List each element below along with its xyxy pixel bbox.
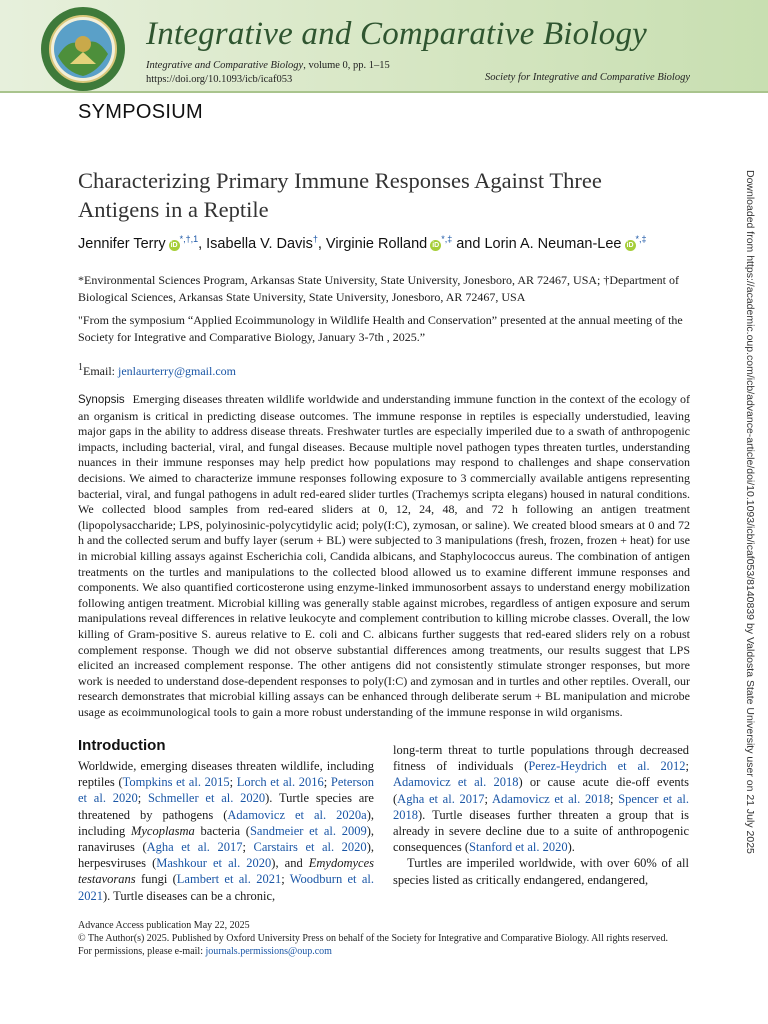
email-link[interactable]: jenlaurterry@gmail.com — [118, 364, 237, 378]
author-marks: *,†,1 — [179, 234, 199, 244]
download-watermark: Downloaded from https://academic.oup.com/icb/advance-article/doi/10.1093/icb/icaf053/8140839 by Valdosta State University user on 21 July 2025 — [744, 170, 756, 854]
body-text: ; — [281, 872, 290, 887]
section-heading-introduction: Introduction — [78, 737, 166, 754]
page-footer — [78, 919, 668, 958]
italic-term: Mycoplasma — [130, 823, 195, 838]
article-title: Characterizing Primary Immune Responses Against Three Antigens in a Reptile — [78, 168, 602, 222]
synopsis-label: Synopsis — [78, 394, 125, 406]
section-label: SYMPOSIUM — [78, 101, 203, 123]
author-name[interactable]: Lorin A. Neuman-Lee — [484, 235, 622, 252]
citation-link[interactable]: Agha et al. 2017 — [397, 791, 485, 806]
copyright: © The Author(s) 2025. Published by Oxford University Press on behalf of the Society for Integrative and Comparative Biology. All rights reserved. — [78, 933, 668, 944]
citation-link[interactable]: Adamovicz et al. 2018 — [393, 775, 519, 790]
citation-link[interactable]: Perez-Heydrich et al. 2012 — [528, 759, 686, 774]
author-separator: , — [317, 235, 326, 252]
society-seal-icon — [40, 6, 126, 92]
body-text: ), herpesviruses ( — [78, 840, 374, 871]
symposium-note: "From the symposium “Applied Ecoimmunology in Wildlife Health and Conservation” presented at the annual meeting of the Society for Integrative and Comparative Biology, January 3-7th , 2025.” — [78, 313, 683, 344]
permissions-label: For permissions, please e-mail: — [78, 946, 206, 957]
doi-link[interactable]: https://doi.org/10.1093/icb/icaf053 — [146, 74, 293, 85]
citation-link[interactable]: Stanford et al. 2020 — [469, 840, 568, 855]
author-name[interactable]: Isabella V. Davis — [206, 235, 313, 252]
author-marks: † — [312, 234, 318, 244]
citation-link[interactable]: Sandmeier et al. 2009 — [249, 823, 367, 838]
citation-link[interactable]: Adamovicz et al. 2020a — [227, 807, 367, 822]
body-text: ; — [323, 775, 331, 790]
body-text: ; — [609, 791, 619, 806]
journal-meta — [146, 59, 390, 87]
orcid-icon[interactable]: iD — [626, 241, 634, 249]
journal-name: Integrative and Comparative Biology — [146, 60, 304, 71]
body-text: ; — [229, 775, 237, 790]
intro-paragraph — [393, 742, 689, 855]
permissions-email-link[interactable]: journals.permissions@oup.com — [205, 946, 332, 957]
citation-link[interactable]: Agha et al. 2017 — [146, 840, 243, 855]
citation-link[interactable]: Lorch et al. 2016 — [236, 775, 324, 790]
intro-column-2 — [393, 742, 689, 888]
body-text: ; — [484, 791, 493, 806]
body-text: ; — [685, 759, 689, 774]
citation-link[interactable]: Mashkour et al. 2020 — [156, 856, 272, 871]
citation-link[interactable]: Tompkins et al. 2015 — [122, 775, 230, 790]
affiliations: *Environmental Sciences Program, Arkansas State University, State University, Jonesboro, AR 72467, USA; †Department of Biological Sciences, Arkansas State University, State University, Jonesboro, AR 72467, USA — [78, 273, 680, 304]
advance-access: Advance Access publication May 22, 2025 — [78, 920, 250, 931]
permissions — [78, 945, 668, 958]
society-name: Society for Integrative and Comparative Biology — [485, 72, 690, 83]
citation-link[interactable]: Adamovicz et al. 2018 — [492, 791, 610, 806]
body-text: ), including — [78, 807, 374, 838]
orcid-icon[interactable]: iD — [432, 241, 440, 249]
citation-link[interactable]: Spencer et al. 2018 — [393, 791, 689, 822]
author-name[interactable]: Virginie Rolland — [325, 235, 428, 252]
synopsis-text: Emerging diseases threaten wildlife worldwide and understanding immune function in the context of the ecology of an organism is critical in predicting disease outcomes. The immune response in reptiles is especially understudied, leaving major gaps in the ability to address disease threats. Freshwater turtles are especially imperiled due to a swath of anthropogenic impacts, including bacterial, viral, and fungal diseases. Because multiple novel pathogen types threaten turtles, understanding nuances in their immune responses may help predict how populations may respond to challenges and shape conservation decisions. We aimed to characterize immune responses following exposure to 3 commercially available antigens representing bacterial, viral, and fungal pathogens in adult red-eared slider turtles (Trachemys scripta elegans) housed in natural conditions. We collected blood samples from red-eared sliders at 0, 12, 24, 48, and 72 h following an antigen treatment (lipopolysaccharide; LPS, polyinosinic-polycytidylic acid; poly(I:C), zymosan, or saline). We created blood smears at 0 and 72 h and the collected serum and buffy layer (serum + BL) were subjected to 3 manipulations (fresh, frozen, frozen + heat) for use in microbial killing assays against Escherichia coli, Candida albicans, and Staphylococcus aureus. The combination of antigen treatments on the turtles and manipulations to the collected blood allowed us to examine different immune responses and components. We also quantified corticosterone using enzyme-linked immunosorbent assays to understand energy mobilization following antigen treatment. Microbial killing was generally stable against microbes, regardless of antigen exposure and serum manipulations reveal differences in relative leukocyte and complement contribution to killing microbe classes. Overall, the low killing of Gram-positive S. aureus relative to E. coli and C. albicans further suggests that red-eared sliders rely on a robust complement response. Though we did not observe substantial differences among treatments, our results suggest that LPS elicited an increased complement response. The other antigens did not consistently stimulate stronger responses, but more work is needed to understand dose-dependent responses to poly(I:C) and zymosan and in turtles and other reptiles. Overall, our research demonstrates that microbial killing assays can be enhanced through deliberate serum + BL manipulation and microbe usage as ecoimmunological tools to gain a more robust understanding of the immune response in wild organisms. — [78, 392, 690, 719]
author-list — [78, 234, 647, 252]
citation-link[interactable]: Woodburn et al. 2021 — [78, 872, 374, 903]
body-text: ), ranaviruses ( — [78, 823, 375, 855]
volume-info: , volume 0, pp. 1–15 — [303, 60, 390, 71]
synopsis — [78, 392, 690, 720]
author-marks: *,‡ — [441, 234, 453, 244]
citation-link[interactable]: Peterson et al. 2020 — [78, 775, 374, 806]
author-separator: , — [198, 235, 207, 252]
body-text: ). — [567, 840, 575, 855]
intro-column-1 — [78, 758, 374, 904]
body-text: Worldwide, emerging diseases threaten wildlife, including reptiles ( — [78, 759, 374, 790]
email-label: Email: — [83, 364, 118, 378]
body-text: ). Turtle diseases can be a chronic, — [103, 888, 276, 903]
body-text: ; — [242, 840, 254, 855]
author-name[interactable]: Jennifer Terry — [78, 235, 166, 252]
italic-term: Emydomyces testavorans — [78, 856, 374, 887]
body-text: fungi ( — [135, 872, 177, 887]
orcid-icon[interactable]: iD — [170, 241, 178, 249]
author-marks: *,‡ — [635, 234, 647, 244]
contact-email — [78, 359, 236, 380]
body-text: ). Turtle diseases further threaten a group that is already in severe decline due to a suite of anthropogenic consequences ( — [393, 807, 689, 855]
intro-paragraph: Turtles are imperiled worldwide, with over 60% of all species listed as critically endangered, endangered, — [393, 856, 689, 887]
header-divider — [0, 91, 768, 93]
author-separator: and — [452, 235, 485, 252]
citation-link[interactable]: Lambert et al. 2021 — [176, 872, 282, 887]
citation-link[interactable]: Schmeller et al. 2020 — [147, 791, 266, 806]
body-text: ; — [137, 791, 148, 806]
journal-header — [0, 0, 768, 92]
citation-link[interactable]: Carstairs et al. 2020 — [253, 840, 367, 855]
email-marker: 1 — [78, 362, 83, 373]
body-text: ) or cause acute die-off events ( — [393, 775, 689, 806]
body-text: bacteria ( — [194, 823, 250, 838]
journal-title: Integrative and Comparative Biology — [146, 16, 647, 52]
body-text: ). Turtle species are threatened by pathogens ( — [78, 791, 374, 822]
body-text: ), and — [271, 856, 309, 871]
body-text: long-term threat to turtle populations through decreased fitness of individuals ( — [393, 743, 689, 774]
